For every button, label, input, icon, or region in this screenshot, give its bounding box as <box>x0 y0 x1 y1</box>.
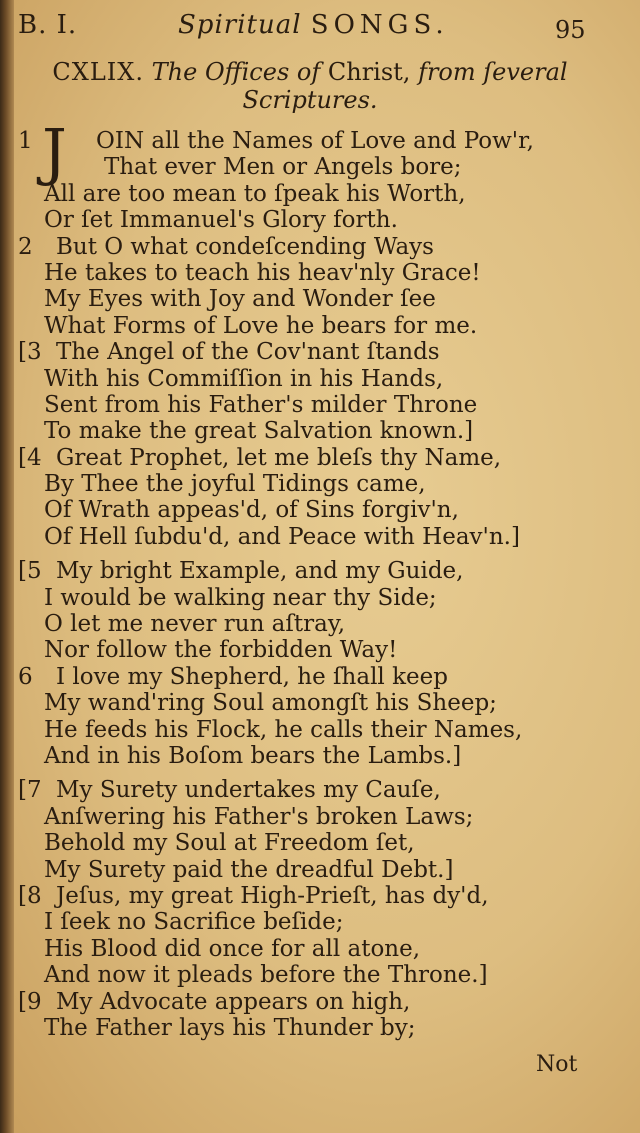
verse-gap <box>0 769 640 777</box>
verse-line-text: Anſwering his Father's broken Laws; <box>44 803 474 830</box>
running-title-italic: Spiritual <box>178 10 302 40</box>
verse-line <box>0 154 640 180</box>
hymn-number: CXLIX. <box>52 58 145 86</box>
verse-line <box>0 909 640 935</box>
verse-number: [7 <box>18 777 42 804</box>
verse-line <box>0 558 640 584</box>
verse-line <box>0 743 640 769</box>
verse-line-text: OIN all the Names of Love and Pow'r, <box>96 128 534 154</box>
verse-line <box>0 207 640 233</box>
verse-line-text: He takes to teach his heav'nly Grace! <box>44 259 481 286</box>
verse <box>0 883 640 989</box>
verse-line <box>0 313 640 339</box>
verse-line-text: My Surety paid the dreadful Debt.] <box>44 856 454 883</box>
verse-number: 1 <box>18 128 33 154</box>
verse-number: 2 <box>18 233 33 260</box>
verse-line-text: By Thee the joyful Tidings came, <box>44 471 426 498</box>
running-head <box>0 8 640 44</box>
verse-line-text: But O what condeſcending Ways <box>56 233 434 260</box>
hymn-title-line-2: Scriptures. <box>242 86 378 114</box>
verse <box>0 115 640 234</box>
verse-line-text: My Eyes with Joy and Wonder ſee <box>44 286 436 313</box>
verse-line-text: And now it pleads before the Throne.] <box>44 962 488 989</box>
catchword: Not <box>536 1052 578 1077</box>
verse-line <box>0 1015 640 1041</box>
verse-line-text: My Advocate appears on high, <box>56 988 411 1015</box>
verse-line <box>0 690 640 716</box>
verse-line-text: Of Wrath appeas'd, of Sins forgiv'n, <box>44 497 459 524</box>
verse-number: [3 <box>18 339 42 366</box>
verse-line-text: I love my Shepherd, he ſhall keep <box>56 663 448 690</box>
section-label: B. I. <box>18 10 78 40</box>
verse-line <box>0 585 640 611</box>
verse-line-text: The Father lays his Thunder by; <box>44 1014 416 1041</box>
verse-line-text: That ever Men or Angels bore; <box>104 154 462 181</box>
verse <box>0 989 640 1042</box>
verse-line <box>0 418 640 444</box>
verse-line <box>0 883 640 909</box>
verse-line-text: My Surety undertakes my Cauſe, <box>56 777 441 804</box>
verse <box>0 777 640 883</box>
verse-line <box>0 717 640 743</box>
running-title <box>178 10 449 40</box>
verse-line <box>0 804 640 830</box>
verse-line <box>0 471 640 497</box>
verse-line-text: The Angel of the Cov'nant ſtands <box>56 339 440 366</box>
verse-list <box>0 115 640 1041</box>
verse-line-text: Behold my Soul at Freedom ſet, <box>44 830 415 857</box>
verse-line-text: O let me never run aſtray, <box>44 611 346 638</box>
verse-line-text: Or ſet Immanuel's Glory forth. <box>44 207 398 234</box>
hymn-title-italic-2: from ſeveral <box>418 58 568 86</box>
verse-line-text: All are too mean to ſpeak his Worth, <box>44 180 466 207</box>
verse-number: [9 <box>18 988 42 1015</box>
page-number: 95 <box>555 16 586 44</box>
verse <box>0 445 640 551</box>
verse-line-text: Sent from his Father's milder Throne <box>44 391 478 418</box>
drop-cap: J <box>42 115 67 188</box>
verse <box>0 558 640 664</box>
verse-line <box>0 260 640 286</box>
running-title-caps: SONGS. <box>310 10 449 40</box>
hymn-title <box>40 58 580 114</box>
verse-line <box>0 524 640 550</box>
verse-line-text: His Blood did once for all atone, <box>44 935 421 962</box>
verse-line-text: Of Hell ſubdu'd, and Peace with Heav'n.] <box>44 523 520 550</box>
verse-line-text: My wand'ring Soul amongſt his Sheep; <box>44 690 497 717</box>
verse-line <box>0 664 640 690</box>
verse-line <box>0 181 640 207</box>
hymn-title-line-1 <box>40 58 580 86</box>
verse-line-text: What Forms of Love he bears for me. <box>44 312 478 339</box>
verse-line-text: Nor follow the forbidden Way! <box>44 637 398 664</box>
verse-line <box>0 936 640 962</box>
verse-line-text: I would be walking near thy Side; <box>44 584 437 611</box>
verse-line <box>0 445 640 471</box>
verse-line <box>0 392 640 418</box>
verse-line <box>0 366 640 392</box>
verse-number: [4 <box>18 444 42 471</box>
verse <box>0 339 640 445</box>
verse-line <box>0 989 640 1015</box>
verse-line-text: Jeſus, my great High-Prieſt, has dy'd, <box>56 882 489 909</box>
verse-number: 6 <box>18 663 33 690</box>
verse-line <box>0 286 640 312</box>
verse <box>0 664 640 770</box>
verse-line <box>0 777 640 803</box>
verse-line-text: I ſeek no Sacrifice beſide; <box>44 909 344 936</box>
verse-line-text: He feeds his Flock, he calls their Names, <box>44 716 523 743</box>
verse-gap <box>0 550 640 558</box>
verse-line-text: My bright Example, and my Guide, <box>56 558 464 585</box>
hymn-title-italic-1: The Offices of <box>151 58 321 86</box>
verse-line <box>0 611 640 637</box>
verse-line-text: With his Commiſſion in his Hands, <box>44 365 444 392</box>
verse-number: [5 <box>18 558 42 585</box>
verse-line <box>0 857 640 883</box>
verse-line <box>0 497 640 523</box>
verse-line <box>0 830 640 856</box>
verse-line-text: And in his Boſom bears the Lambs.] <box>44 742 462 769</box>
verse-line <box>0 637 640 663</box>
verse-number: [8 <box>18 882 42 909</box>
verse-line <box>0 234 640 260</box>
verse-line-text: Great Prophet, let me bleſs thy Name, <box>56 444 502 471</box>
verse-line-text: To make the great Salvation known.] <box>44 418 474 445</box>
verse <box>0 234 640 340</box>
verse-line <box>0 339 640 365</box>
hymn-title-roman: Christ, <box>327 58 411 86</box>
verse-line <box>0 962 640 988</box>
